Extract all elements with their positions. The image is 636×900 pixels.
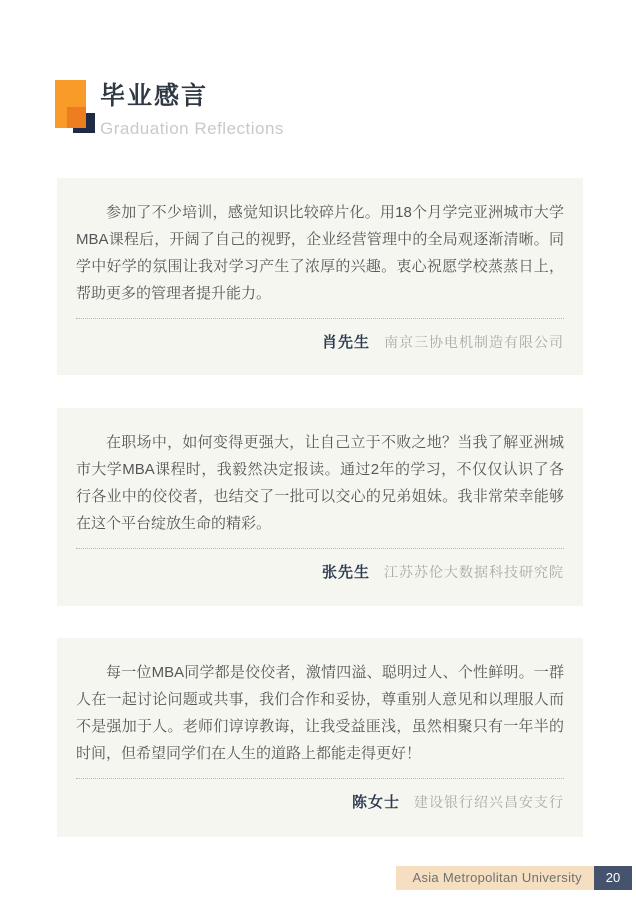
footer-university-label: Asia Metropolitan University <box>396 866 594 890</box>
testimonial-text: 每一位MBA同学都是佼佼者，激情四溢、聪明过人、个性鲜明。一群人在一起讨论问题或共事，我们合作和妥协，尊重别人意见和以理服人而不是强加于人。老师们谆谆教诲，让我受益匪浅，虽然相聚只有一年半的时间，但希望同学们在人生的道路上都能走得更好！ <box>76 664 564 762</box>
footer <box>396 866 632 890</box>
attribution <box>76 791 564 812</box>
person-name: 陈女士 <box>351 794 400 811</box>
dotted-divider <box>76 548 564 549</box>
person-affiliation: 南京三协电机制造有限公司 <box>384 334 564 350</box>
dotted-divider <box>76 778 564 779</box>
person-name: 张先生 <box>321 564 370 581</box>
attribution <box>76 561 564 582</box>
attribution <box>76 331 564 352</box>
testimonial-card <box>57 178 583 375</box>
section-header <box>100 76 284 139</box>
person-name: 肖先生 <box>321 334 370 351</box>
section-marker-icon <box>55 80 97 134</box>
person-affiliation: 江苏苏伦大数据科技研究院 <box>384 564 564 580</box>
testimonial-text: 参加了不少培训，感觉知识比较碎片化。用18个月学完亚洲城市大学MBA课程后，开阔了自己的视野，企业经营管理中的全局观逐渐清晰。同学中好学的氛围让我对学习产生了浓厚的兴趣。衷心祝愿学校蒸蒸日上，帮助更多的管理者提升能力。 <box>76 204 564 302</box>
footer-page-number: 20 <box>594 866 632 890</box>
testimonial-card <box>57 408 583 606</box>
testimonial-text: 在职场中，如何变得更强大，让自己立于不败之地？当我了解亚洲城市大学MBA课程时，我毅然决定报读。通过2年的学习，不仅仅认识了各行各业中的佼佼者，也结交了一批可以交心的兄弟姐妹。我非常荣幸能够在这个平台绽放生命的精彩。 <box>76 434 564 532</box>
dark-orange-square-icon <box>67 107 86 128</box>
dotted-divider <box>76 318 564 319</box>
testimonial-card <box>57 638 583 837</box>
page-subtitle: Graduation Reflections <box>100 119 284 138</box>
person-affiliation: 建设银行绍兴昌安支行 <box>414 794 564 810</box>
page-title: 毕业感言 <box>100 82 209 110</box>
